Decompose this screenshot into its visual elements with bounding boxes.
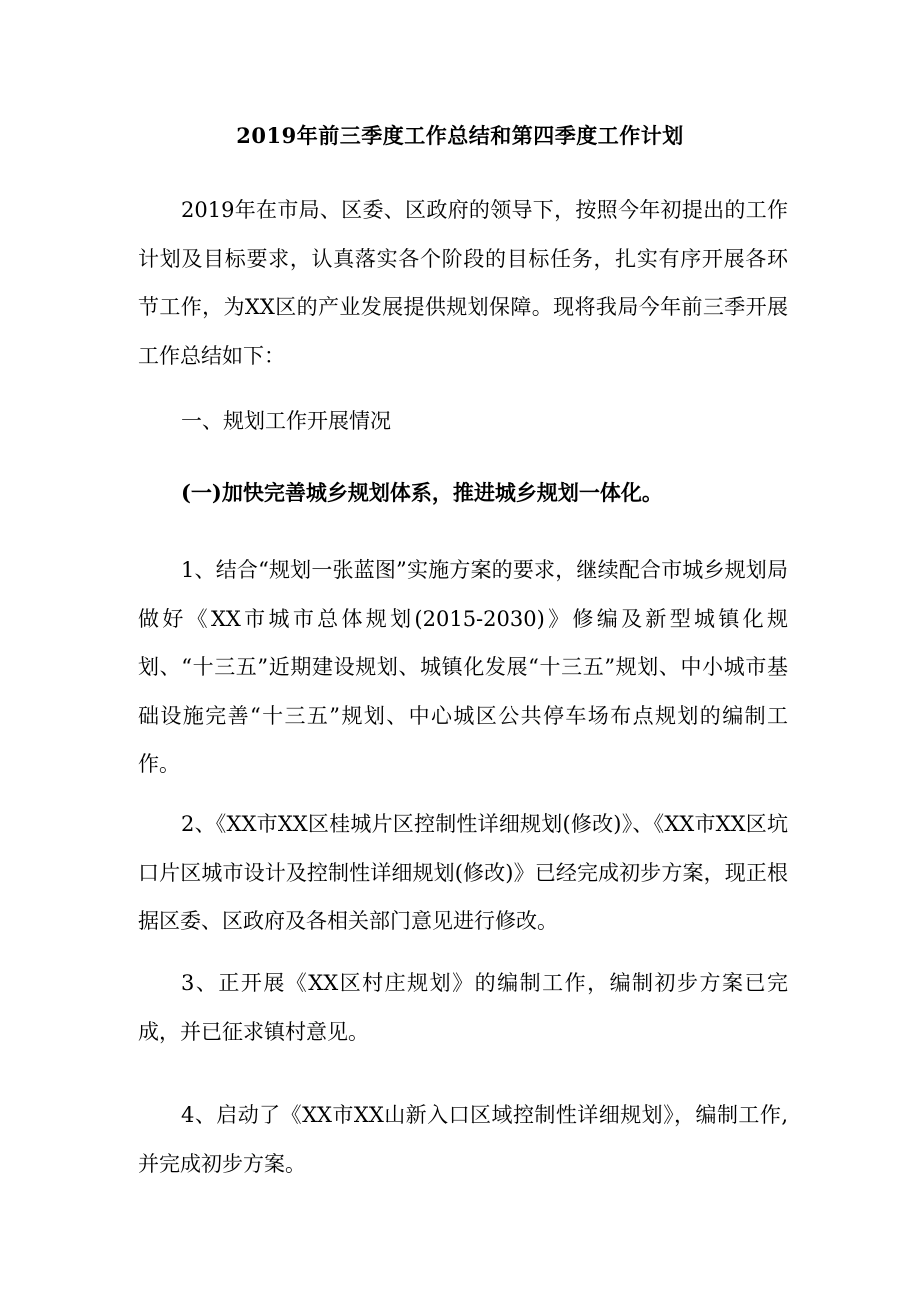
intro-paragraph: 2019年在市局、区委、区政府的领导下，按照今年初提出的工作计划及目标要求，认真落实各个阶段的目标任务，扎实有序开展各环节工作，为XX区的产业发展提供规划保障。现将我局今年前三季开展工作总结如下：	[138, 198, 788, 368]
document-title: 2019年前三季度工作总结和第四季度工作计划	[236, 123, 684, 148]
section-heading: 一、规划工作开展情况	[181, 409, 391, 433]
subsection-heading: (一)加快完善城乡规划体系，推进城乡规划一体化。	[181, 480, 663, 505]
list-item-1: 1、结合“规划一张蓝图”实施方案的要求，继续配合市城乡规划局做好《XX市城市总体规划(2015-2030)》修编及新型城镇化规划、“十三五”近期建设规划、城镇化发展“十三五”规划、中小城市基础设施完善“十三五”规划、中心城区公共停车场布点规划的编制工作。	[138, 558, 788, 776]
list-item-4: 4、启动了《XX市XX山新入口区域控制性详细规划》，编制工作,并完成初步方案。	[138, 1103, 788, 1176]
list-item-2: 2、《XX市XX区桂城片区控制性详细规划(修改)》、《XX市XX区坑口片区城市设计及控制性详细规划(修改)》已经完成初步方案，现正根据区委、区政府及各相关部门意见进行修改。	[138, 812, 788, 933]
list-item-3: 3、正开展《XX区村庄规划》的编制工作，编制初步方案已完成，并已征求镇村意见。	[138, 971, 788, 1044]
